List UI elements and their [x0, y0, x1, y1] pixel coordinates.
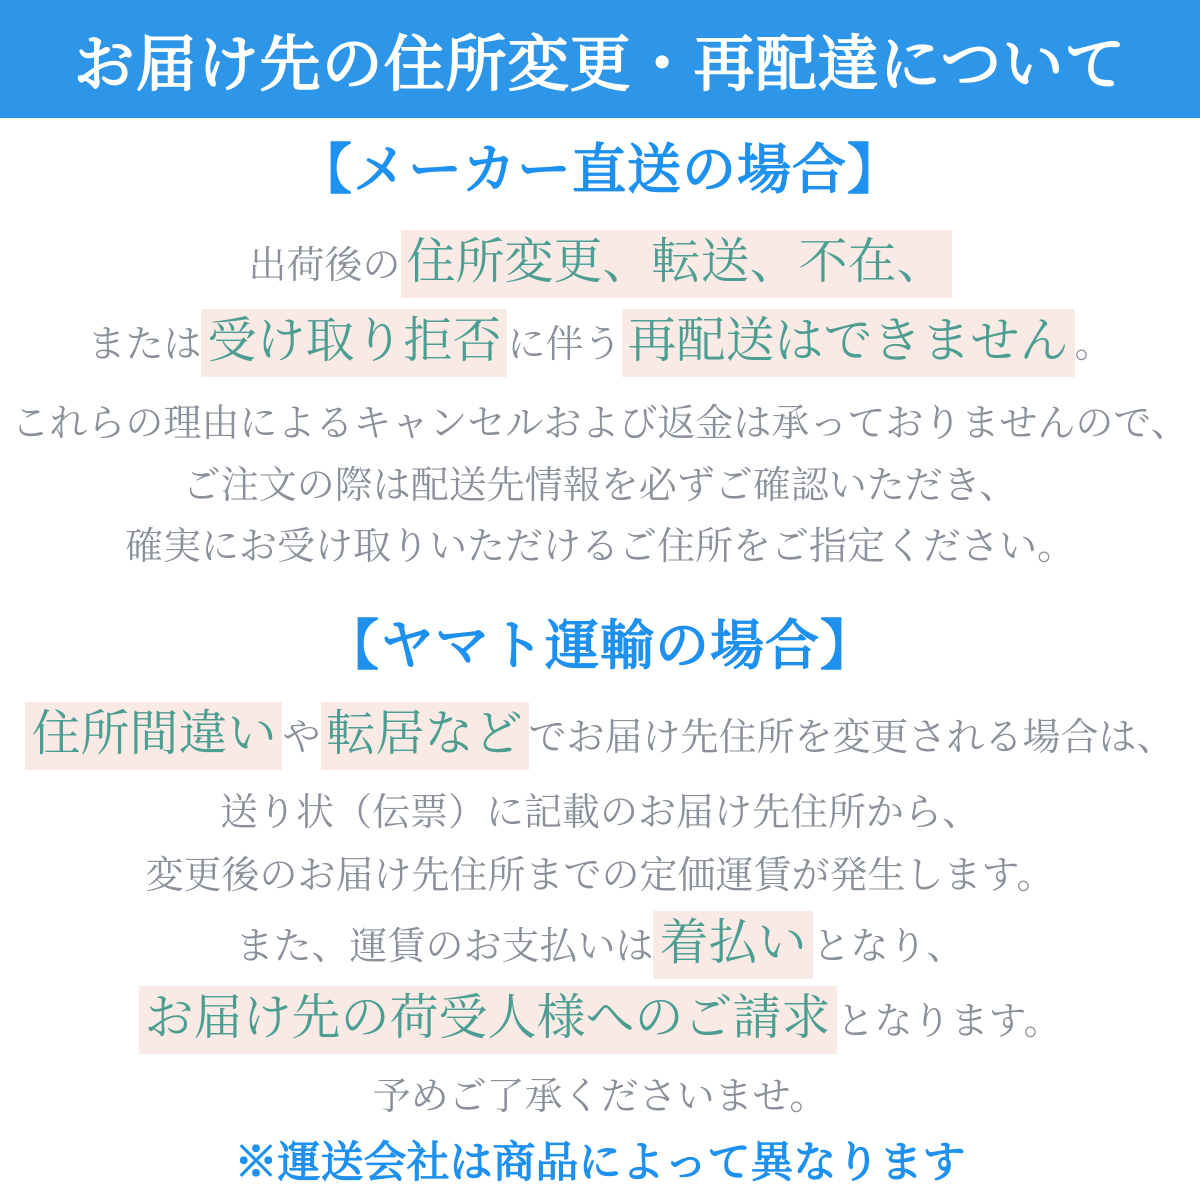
text-line	[0, 789, 1200, 838]
text-line	[0, 462, 1200, 511]
notice-section	[0, 614, 1200, 1122]
text-line	[0, 912, 1200, 976]
banner-header	[0, 0, 1200, 118]
text-segment: 確実にお受け取りいただけるご住所をご指定ください。	[124, 525, 1075, 568]
text-segment: や	[282, 717, 321, 760]
carrier-note: ※運送会社は商品によって異なります	[234, 1139, 966, 1188]
highlighted-text: 再配送はできません	[622, 309, 1075, 377]
section-heading: 【ヤマト運輸の場合】	[325, 616, 875, 677]
text-segment: 。	[1074, 324, 1113, 367]
text-segment: 送り状（伝票）に記載のお届け先住所から、	[219, 791, 980, 834]
text-segment: に伴う	[507, 324, 622, 367]
text-segment: ご注文の際は配送先情報を必ずご確認いただき、	[182, 464, 1018, 507]
highlighted-text: 受け取り拒否	[201, 309, 507, 377]
text-segment: また、運賃のお支払いは	[235, 925, 654, 968]
text-segment: となります。	[836, 1001, 1062, 1044]
text-line	[0, 310, 1200, 374]
text-line	[0, 703, 1200, 767]
text-segment: 出荷後の	[248, 244, 401, 287]
highlighted-text: 転居など	[321, 702, 529, 770]
text-line	[0, 1073, 1200, 1122]
text-line	[0, 987, 1200, 1051]
text-segment: これらの理由によるキャンセルおよび返金は承っておりませんので、	[11, 403, 1189, 446]
highlighted-text: 住所変更、転送、不在、	[401, 230, 952, 298]
text-segment: または	[87, 324, 202, 367]
text-line	[0, 231, 1200, 295]
notice-body	[0, 138, 1200, 1122]
text-segment: でお届け先住所を変更される場合は、	[528, 717, 1175, 760]
text-line	[0, 400, 1200, 449]
notice-section	[0, 138, 1200, 572]
text-segment: 変更後のお届け先住所までの定価運賃が発生します。	[145, 855, 1055, 898]
text-segment: となり、	[812, 925, 965, 968]
highlighted-text: 着払い	[653, 911, 812, 979]
highlighted-text: 住所間違い	[25, 702, 282, 770]
text-line	[0, 523, 1200, 572]
highlighted-text: お届け先の荷受人様へのご請求	[139, 986, 837, 1054]
section-heading: 【メーカー直送の場合】	[298, 140, 902, 200]
text-segment: 予めご了承くださいませ。	[372, 1075, 828, 1118]
banner-title: お届け先の住所変更・再配達について	[73, 29, 1127, 98]
text-line	[0, 852, 1200, 901]
